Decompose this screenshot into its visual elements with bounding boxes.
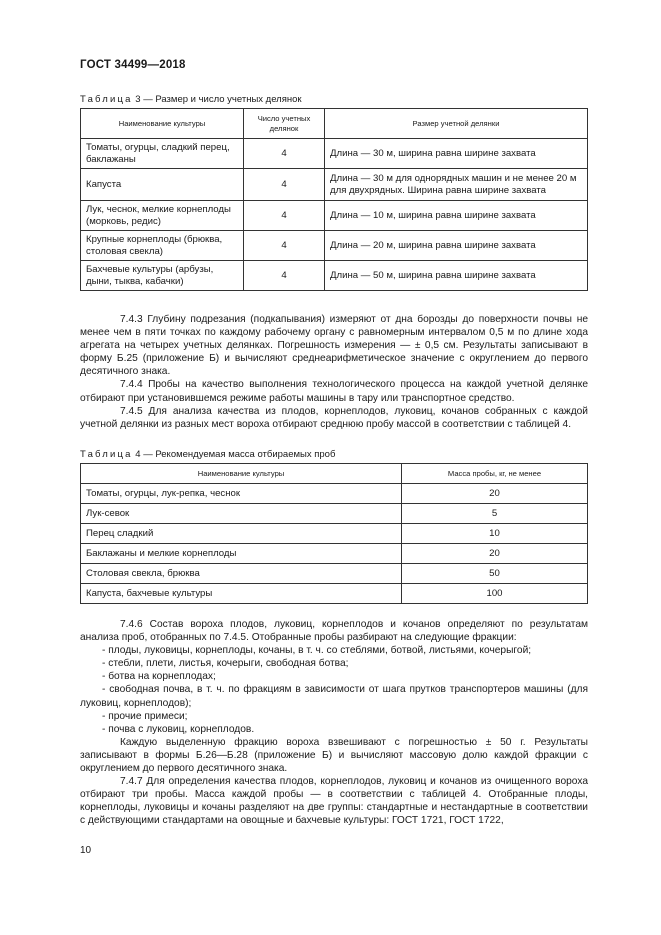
list-item: - плоды, луковицы, корнеплоды, кочаны, в т. ч. со стеблями, ботвой, листьями, кочерыгой; — [102, 645, 532, 657]
table3-cell-size: Длина — 20 м, ширина равна ширине захвата — [325, 231, 588, 261]
table4-cell-crop: Перец сладкий — [81, 524, 402, 544]
table-row — [81, 524, 588, 544]
table3-cell-crop: Бахчевые культуры (арбузы, дыни, тыква, кабачки) — [81, 261, 244, 291]
table-row — [81, 544, 588, 564]
table3-cell-crop: Капуста — [81, 169, 244, 201]
table4-cell-crop: Томаты, огурцы, лук-репка, чеснок — [81, 484, 402, 504]
table4-cell-mass: 5 — [402, 504, 588, 524]
document-title: ГОСТ 34499—2018 — [80, 59, 186, 71]
table3-cell-size: Длина — 50 м, ширина равна ширине захвата — [325, 261, 588, 291]
paragraph-7-4-4: 7.4.4 Пробы на качество выполнения технологического процесса на каждой учетной делянке отбирают при установившемся режиме работы машины в тару или транспортное средство. — [80, 379, 588, 404]
table3-cell-size: Длина — 10 м, ширина равна ширине захвата — [325, 201, 588, 231]
table3-caption — [80, 94, 302, 105]
body-text-a — [80, 313, 588, 431]
table-row — [81, 504, 588, 524]
table4-cell-mass: 50 — [402, 564, 588, 584]
table3-header-row — [81, 109, 588, 139]
table4-header-row — [81, 464, 588, 484]
table4 — [80, 463, 588, 604]
table3-cell-count: 4 — [244, 169, 325, 201]
list-item: - ботва на корнеплодах; — [102, 671, 216, 683]
list-item: - свободная почва, в т. ч. по фракциям в зависимости от шага прутков транспортеров машины (для луковиц, корнеплодов); — [80, 684, 588, 709]
table3-header-count: Число учетных делянок — [244, 109, 325, 139]
table4-cell-mass: 20 — [402, 484, 588, 504]
table4-cell-mass: 10 — [402, 524, 588, 544]
table3-header-crop: Наименование культуры — [81, 109, 244, 139]
table-row — [81, 201, 588, 231]
table3-cell-count: 4 — [244, 261, 325, 291]
list-item: - прочие примеси; — [102, 710, 188, 722]
table3-cell-size: Длина — 30 м для однорядных машин и не менее 20 м для двухрядных. Ширина равна ширине захвата — [325, 169, 588, 201]
table4-header-mass: Масса пробы, кг, не менее — [402, 464, 588, 484]
paragraph-7-4-5: 7.4.5 Для анализа качества из плодов, корнеплодов, луковиц, кочанов собранных с каждой учетной делянки из разных мест вороха отбирают среднюю пробу массой в соответствии с таблицей 4. — [80, 405, 588, 430]
table4-caption-label: Таблица — [80, 449, 133, 460]
table-row — [81, 584, 588, 604]
table-row — [81, 564, 588, 584]
table-row — [81, 261, 588, 291]
table3-cell-crop: Лук, чеснок, мелкие корнеплоды (морковь, редис) — [81, 201, 244, 231]
paragraph-7-4-3: 7.4.3 Глубину подрезания (подкапывания) измеряют от дна борозды до поверхности почвы не менее чем в пяти точках по каждому рабочему органу с равномерным интервалом 0,5 м по длине хода агрегата на четырех учетных делянках. Погрешность измерения — ± 0,5 см. Результаты записывают в форму Б.25 (приложение Б) и вычисляют среднеарифметическое значение с округлением до первого десятичного знака. — [80, 314, 588, 378]
table4-caption — [80, 449, 335, 460]
table4-cell-crop: Лук-севок — [81, 504, 402, 524]
paragraph-7-4-6-weighing: Каждую выделенную фракцию вороха взвешивают с погрешностью ± 50 г. Результаты записывают в формы Б.26—Б.28 (приложение Б) и вычисляют массовую долю каждой фракции с округлением до первого десятичного знака. — [80, 736, 588, 775]
table3-cell-count: 4 — [244, 139, 325, 169]
table3-cell-crop: Крупные корнеплоды (брюква, столовая свекла) — [81, 231, 244, 261]
table4-cell-crop: Баклажаны и мелкие корнеплоды — [81, 544, 402, 564]
paragraph-7-4-6: 7.4.6 Состав вороха плодов, луковиц, корнеплодов и кочанов определяют по результатам анализа проб, отобранных по 7.4.5. Отобранные пробы разбирают на следующие фракции: — [80, 619, 588, 644]
table4-caption-text: 4 — Рекомендуемая масса отбираемых проб — [132, 449, 336, 460]
paragraph-7-4-7: 7.4.7 Для определения качества плодов, корнеплодов, луковиц и кочанов из очищенного вороха отбирают три пробы. Масса каждой пробы — в соответствии с таблицей 4. Отобранные плоды, корнеплоды, луковицы и кочаны разделяют на две группы: стандартные и нестандартные в соответствии с действующими стандартами на овощные и бахчевые культуры: ГОСТ 1721, ГОСТ 1722, — [80, 776, 588, 827]
page-number: 10 — [80, 845, 92, 856]
list-item: - стебли, плети, листья, кочерыги, свободная ботва; — [102, 658, 349, 670]
table-row — [81, 231, 588, 261]
table-row — [81, 484, 588, 504]
table-row — [81, 139, 588, 169]
table3-caption-text: 3 — Размер и число учетных делянок — [132, 94, 302, 105]
table4-cell-crop: Столовая свекла, брюква — [81, 564, 402, 584]
table4-cell-mass: 100 — [402, 584, 588, 604]
table3-cell-count: 4 — [244, 201, 325, 231]
table3-header-size: Размер учетной делянки — [325, 109, 588, 139]
table3-cell-size: Длина — 30 м, ширина равна ширине захвата — [325, 139, 588, 169]
table3-cell-count: 4 — [244, 231, 325, 261]
table4-cell-mass: 20 — [402, 544, 588, 564]
table-row — [81, 169, 588, 201]
table4-cell-crop: Капуста, бахчевые культуры — [81, 584, 402, 604]
table3 — [80, 108, 588, 291]
list-item: - почва с луковиц, корнеплодов. — [102, 723, 255, 735]
table3-caption-label: Таблица — [80, 94, 133, 105]
table3-cell-crop: Томаты, огурцы, сладкий перец, баклажаны — [81, 139, 244, 169]
body-text-b — [80, 618, 588, 828]
table4-header-crop: Наименование культуры — [81, 464, 402, 484]
